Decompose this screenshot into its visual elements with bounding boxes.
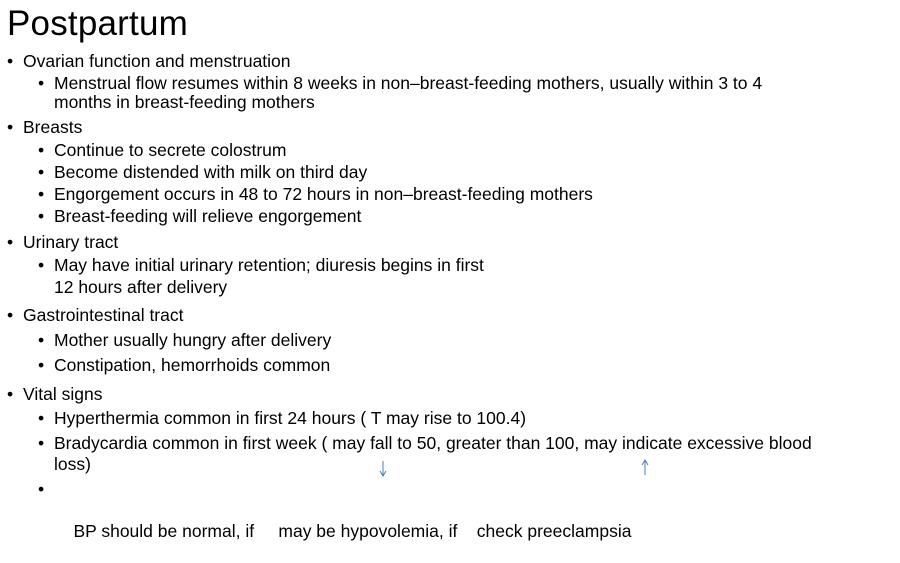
bullet-icon: •	[7, 232, 14, 252]
bullet-icon: •	[7, 305, 14, 325]
bullet-icon: •	[38, 140, 45, 160]
section-heading-vital-signs: • Vital signs	[7, 384, 103, 404]
slide-title: Postpartum	[7, 4, 188, 43]
bullet-icon: •	[38, 184, 45, 204]
bullet-icon: •	[7, 117, 14, 137]
list-item-bradycardia: • Bradycardia common in first week ( may fall to 50, greater than 100, may indicate excessive blood	[38, 433, 812, 453]
bullet-icon: •	[38, 479, 45, 499]
list-item-colostrum: • Continue to secrete colostrum	[38, 140, 287, 160]
list-item-blood-pressure: • BP should be normal, if may be hypovolemia, if check preeclampsia	[38, 479, 632, 541]
down-arrow-icon	[380, 461, 386, 476]
list-item-constipation: • Constipation, hemorrhoids common	[38, 355, 331, 375]
bullet-icon: •	[38, 206, 45, 226]
bullet-icon: •	[38, 73, 45, 93]
section-heading-gastrointestinal: • Gastrointestinal tract	[7, 305, 184, 325]
list-item-urinary-retention: • May have initial urinary retention; diuresis begins in first	[38, 255, 484, 275]
list-item-hyperthermia: • Hyperthermia common in first 24 hours ( T may rise to 100.4)	[38, 408, 527, 428]
bullet-icon: •	[38, 330, 45, 350]
bullet-icon: •	[38, 433, 45, 453]
list-item-menstrual-flow-cont: months in breast-feeding mothers	[54, 92, 315, 112]
bullet-icon: •	[38, 408, 45, 428]
bullet-icon: •	[38, 255, 45, 275]
list-item-engorgement: • Engorgement occurs in 48 to 72 hours in non–breast-feeding mothers	[38, 184, 593, 204]
section-heading-ovarian: • Ovarian function and menstruation	[7, 51, 291, 71]
bullet-icon: •	[7, 384, 14, 404]
bullet-icon: •	[38, 355, 45, 375]
list-item-bradycardia-cont: loss)	[54, 454, 91, 474]
list-item-hungry: • Mother usually hungry after delivery	[38, 330, 332, 350]
list-item-urinary-retention-cont: 12 hours after delivery	[54, 277, 228, 297]
section-heading-urinary: • Urinary tract	[7, 232, 119, 252]
bullet-icon: •	[38, 162, 45, 182]
list-item-menstrual-flow: • Menstrual flow resumes within 8 weeks in non–breast-feeding mothers, usually within 3 to 4	[38, 73, 763, 93]
bullet-icon: •	[7, 51, 14, 71]
list-item-distended: • Become distended with milk on third day	[38, 162, 368, 182]
section-heading-breasts: • Breasts	[7, 117, 83, 137]
list-item-breastfeeding-relief: • Breast-feeding will relieve engorgement	[38, 206, 362, 226]
up-arrow-icon	[642, 460, 648, 475]
